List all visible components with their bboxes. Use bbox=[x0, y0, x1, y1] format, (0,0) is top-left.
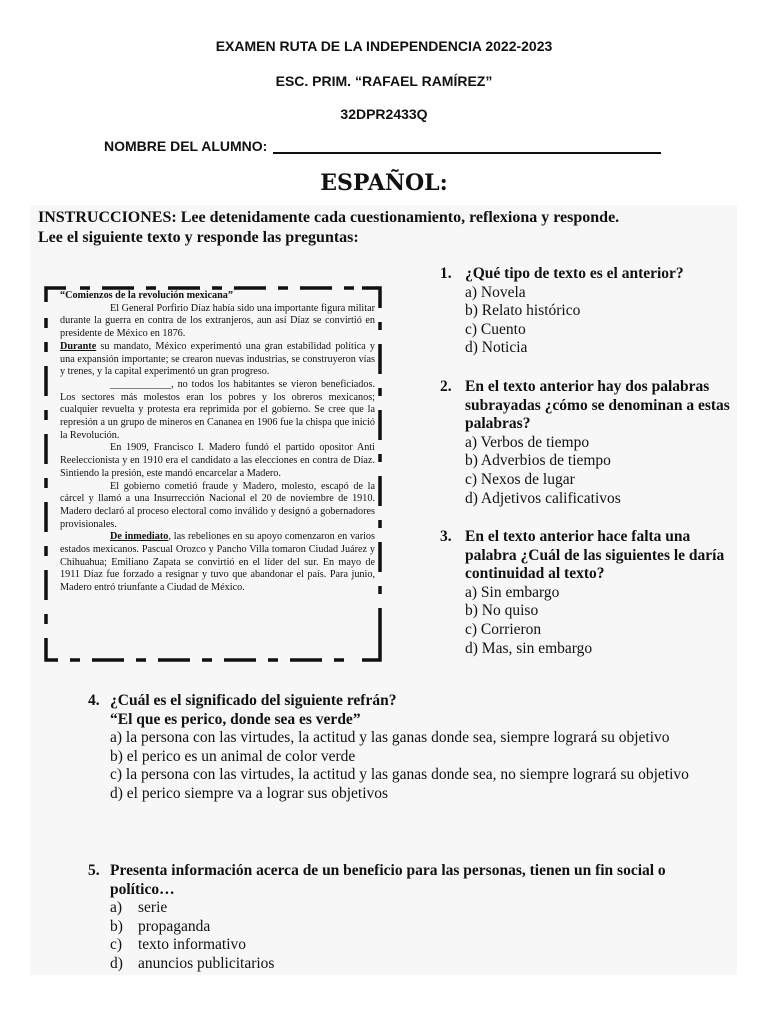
student-name-blank[interactable] bbox=[273, 138, 661, 154]
exam-title: EXAMEN RUTA DE LA INDEPENDENCIA 2022-2023 bbox=[215, 38, 553, 54]
school-name: ESC. PRIM. “RAFAEL RAMÍREZ” bbox=[275, 73, 493, 89]
question-stem: ¿Cuál es el significado del siguiente refrán? bbox=[110, 692, 397, 709]
passage-paragraph: Durante su mandato, México experimentó una gran estabilidad política y una expansión importante; se crearon nuevas industrias, se construyeron vías y trenes, y la capital experimentó un gran progreso. bbox=[60, 340, 375, 378]
question-stem: ¿Qué tipo de texto es el anterior? bbox=[465, 265, 684, 282]
missing-word-blank: ____________ bbox=[110, 378, 172, 390]
answer-option[interactable]: a) serie bbox=[110, 899, 168, 917]
question-number: 2. bbox=[440, 378, 452, 395]
answer-option[interactable]: d) Noticia bbox=[465, 339, 528, 357]
question-stem: Presenta información acerca de un beneficio para las personas, tienen un fin social o político… bbox=[110, 862, 666, 898]
answer-option[interactable]: b) No quiso bbox=[465, 602, 539, 620]
answer-option[interactable]: a) Verbos de tiempo bbox=[465, 433, 590, 451]
question-stem: En el texto anterior hay dos palabras subrayadas ¿cómo se denominan a estas palabras? bbox=[465, 378, 730, 433]
answer-option[interactable]: a) la persona con las virtudes, la actitud y las ganas donde sea, siempre logrará su objetivo bbox=[110, 729, 670, 747]
question-2 bbox=[440, 378, 740, 508]
underlined-word: De inmediato bbox=[110, 531, 169, 543]
answer-option[interactable]: d) el perico siempre va a lograr sus objetivos bbox=[110, 784, 389, 802]
instructions-line-1: INSTRUCCIONES: Lee detenidamente cada cuestionamiento, reflexiona y responde. bbox=[38, 209, 620, 226]
answer-option[interactable]: b) Adverbios de tiempo bbox=[465, 452, 611, 470]
passage-paragraph: El gobierno cometió fraude y Madero, molesto, escapó de la cárcel y llamó a una Insurrección Nacional el 20 de noviembre de 1910. Madero declaró al proceso electoral como inválido y designó a gobernadores provisionales. bbox=[60, 480, 375, 530]
answer-option[interactable]: d) Adjetivos calificativos bbox=[465, 489, 621, 507]
student-name-field[interactable] bbox=[104, 138, 661, 154]
question-1 bbox=[440, 265, 740, 358]
answer-option[interactable]: c) texto informativo bbox=[110, 936, 247, 954]
answer-option[interactable]: c) Cuento bbox=[465, 320, 526, 338]
answer-option[interactable]: a) Novela bbox=[465, 283, 526, 301]
question-number: 4. bbox=[88, 692, 100, 709]
passage-title: “Comienzos de la revolución mexicana” bbox=[60, 290, 233, 301]
answer-option[interactable]: c) Nexos de lugar bbox=[465, 470, 575, 488]
passage-paragraph: En 1909, Francisco I. Madero fundó el partido opositor Anti Reeleccionista y en 1910 era el candidato a las elecciones en contra de Díaz. Sintiendo la presión, este mandó encarcelar a Madero. bbox=[60, 442, 375, 479]
question-number: 3. bbox=[440, 528, 452, 545]
question-number: 1. bbox=[440, 265, 452, 282]
question-5 bbox=[88, 862, 718, 974]
answer-option[interactable]: d) anuncios publicitarios bbox=[110, 954, 275, 972]
instructions bbox=[38, 208, 738, 248]
question-stem: En el texto anterior hace falta una palabra ¿Cuál de las siguientes le daría continuidad al texto? bbox=[465, 528, 725, 583]
student-name-label: NOMBRE DEL ALUMNO: bbox=[104, 138, 268, 154]
proverb-quote: “El que es perico, donde sea es verde” bbox=[110, 710, 361, 728]
school-code: 32DPR2433Q bbox=[340, 106, 428, 122]
question-number: 5. bbox=[88, 862, 100, 879]
answer-option[interactable]: c) Corrieron bbox=[465, 620, 542, 638]
passage-paragraph: ____________, no todos los habitantes se vieron beneficiados. Los sectores más molestos eran los pobres y los obreros mexicanos; cualquier revuelta y protesta era reprimida por el gobierno. Se cree que la represión a un grupo de mineros en Cananea en 1906 fue la chispa que inició la Revolución. bbox=[60, 378, 375, 441]
passage-paragraph: El General Porfirio Díaz había sido una importante figura militar durante la guerra en contra de los extranjeros, aun así Díaz se convirtió en presidente de México en 1876. bbox=[60, 302, 375, 340]
answer-option[interactable]: b) Relato histórico bbox=[465, 302, 581, 320]
reading-passage bbox=[60, 290, 375, 595]
answer-option[interactable]: c) la persona con las virtudes, la actitud y las ganas donde sea, no siempre logrará su objetivo bbox=[110, 766, 689, 784]
underlined-word: Durante bbox=[60, 340, 97, 352]
answer-option[interactable]: b) propaganda bbox=[110, 917, 211, 935]
passage-paragraph: De inmediato, las rebeliones en su apoyo comenzaron en varios estados mexicanos. Pascual Orozco y Pancho Villa tomaron Ciudad Juárez y Chihuahua; Emiliano Zapata se convirtió en el líder del sur. En mayo de 1911 Díaz fue forzado a resignar y tuvo que abandonar el país. Para junio, Madero entró triunfante a Ciudad de México. bbox=[60, 531, 375, 594]
question-4 bbox=[88, 692, 718, 804]
answer-option[interactable]: d) Mas, sin embargo bbox=[465, 639, 593, 657]
answer-option[interactable]: b) el perico es un animal de color verde bbox=[110, 747, 356, 765]
subject-heading: ESPAÑOL: bbox=[320, 170, 448, 196]
answer-option[interactable]: a) Sin embargo bbox=[465, 583, 560, 601]
instructions-line-2: Lee el siguiente texto y responde las preguntas: bbox=[38, 229, 359, 246]
question-3 bbox=[440, 528, 740, 658]
